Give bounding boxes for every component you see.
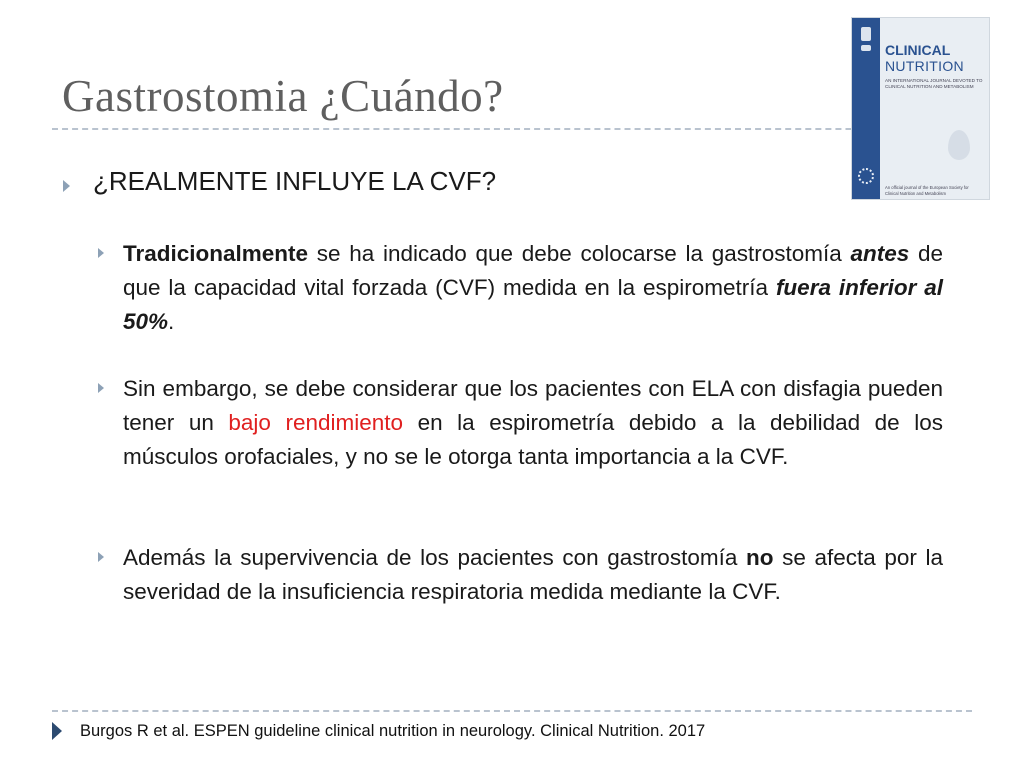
cover-title-line2: NUTRITION: [885, 58, 964, 74]
paragraph-text: .: [168, 309, 175, 334]
cover-drop-icon: [948, 130, 970, 160]
emphasis-bold: Tradicionalmente: [123, 241, 309, 266]
cover-logo-icon-small: [861, 45, 871, 51]
paragraph-text: Sin embargo, se debe considerar que los pacientes con ELA con disfagia pueden tener un: [123, 376, 943, 435]
bullet-arrow-icon: [98, 383, 104, 393]
bullet-paragraph-3: [123, 541, 943, 609]
bullet-arrow-icon: [98, 552, 104, 562]
emphasis-bold-italic: fuera inferior al 50%: [123, 275, 944, 334]
cover-logo-icon: [861, 27, 871, 41]
cover-emblem-icon: [858, 168, 874, 184]
bullet-paragraph-2: [123, 372, 943, 474]
cover-spine: [852, 18, 880, 199]
paragraph-text: se ha indicado que debe colocarse la gastrostomía: [308, 241, 851, 266]
footer-arrow-icon: [52, 722, 62, 740]
cover-subtitle: AN INTERNATIONAL JOURNAL DEVOTED TO CLINICAL NUTRITION AND METABOLISM: [885, 78, 983, 89]
paragraph-text: Además la supervivencia de los pacientes con gastrostomía: [123, 545, 746, 570]
slide-title: Gastrostomia ¿Cuándo?: [62, 71, 504, 121]
journal-cover-image: [851, 17, 990, 200]
footer-divider: [52, 710, 972, 712]
emphasis-bold: no: [745, 545, 774, 570]
bullet-paragraph-1: [123, 237, 943, 339]
highlight-text: bajo rendimiento: [228, 410, 404, 435]
level1-heading: ¿REALMENTE INFLUYE LA CVF?: [93, 166, 497, 196]
bullet-arrow-icon: [98, 248, 104, 258]
paragraph-text: en la espirometría debido a la debilidad de los músculos orofaciales, y no se le otorga tanta importancia a la CVF.: [123, 410, 943, 469]
paragraph-text: se afecta por la severidad de la insuficiencia respiratoria medida mediante la CVF.: [123, 545, 944, 604]
emphasis-bold-italic: antes: [850, 241, 910, 266]
cover-tagline: An official journal of the European Society for Clinical Nutrition and Metabolism: [885, 185, 969, 196]
cover-title-line1: CLINICAL: [885, 42, 951, 58]
paragraph-text: de que la capacidad vital forzada (CVF) medida en la espirometría: [123, 241, 943, 300]
title-divider: [52, 128, 972, 130]
reference-footnote: Burgos R et al. ESPEN guideline clinical nutrition in neurology. Clinical Nutrition. 2017: [80, 722, 706, 740]
bullet-arrow-icon: [63, 180, 70, 192]
